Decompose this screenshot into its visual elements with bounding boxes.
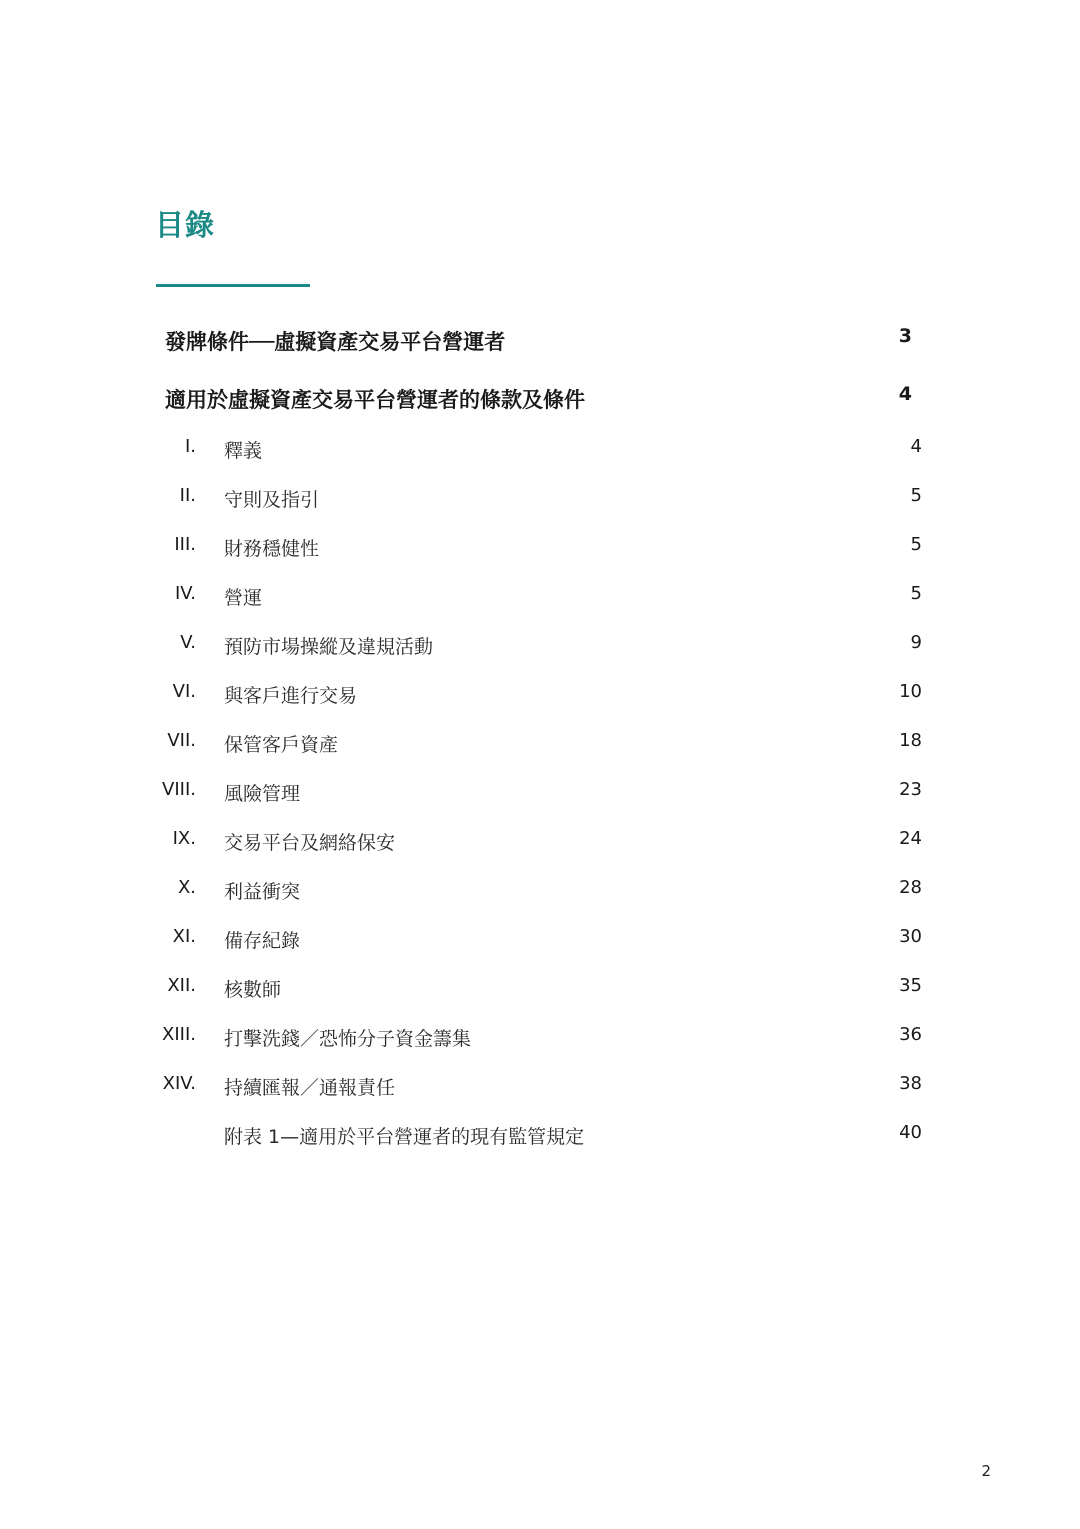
toc-entry-numeral: XIII. <box>162 1024 196 1045</box>
toc-entry-numeral: XII. <box>167 975 196 996</box>
toc-entry-label: 備存紀錄 <box>224 930 301 952</box>
toc-sub-entry[interactable] <box>0 828 1080 858</box>
toc-sub-entry[interactable] <box>0 926 1080 956</box>
toc-entry-page: 5 <box>910 534 922 555</box>
toc-sub-entry[interactable] <box>0 681 1080 711</box>
toc-entry-page: 23 <box>899 779 922 800</box>
toc-sub-entry[interactable] <box>0 1073 1080 1103</box>
toc-entry-page: 38 <box>899 1073 922 1094</box>
toc-sub-entry[interactable] <box>0 975 1080 1005</box>
toc-entry-label: 營運 <box>224 587 263 609</box>
toc-entry-numeral: II. <box>179 485 196 506</box>
toc-entry-numeral: XIV. <box>162 1073 196 1094</box>
toc-entry-numeral: IV. <box>174 583 196 604</box>
toc-entry-page: 4 <box>898 383 912 405</box>
toc-sub-entry[interactable] <box>0 632 1080 662</box>
toc-entry-label: 風險管理 <box>224 783 301 805</box>
toc-entry-page: 3 <box>898 325 912 347</box>
toc-title: 目錄 <box>155 208 216 242</box>
toc-entry-label: 打擊洗錢／恐怖分子資金籌集 <box>224 1028 472 1050</box>
toc-sub-entry[interactable] <box>0 534 1080 564</box>
toc-entry-page: 10 <box>899 681 922 702</box>
toc-entry-page: 5 <box>910 583 922 604</box>
toc-entry-label: 財務穩健性 <box>224 538 320 560</box>
toc-main-entry[interactable] <box>0 383 1080 416</box>
toc-sub-entry[interactable] <box>0 1024 1080 1054</box>
toc-sub-entry[interactable] <box>0 1122 1080 1152</box>
toc-entry-numeral: XI. <box>172 926 196 947</box>
toc-entry-label: 與客戶進行交易 <box>224 685 358 707</box>
toc-entry-numeral: X. <box>177 877 196 898</box>
toc-entry-page: 30 <box>899 926 922 947</box>
toc-entry-page: 28 <box>899 877 922 898</box>
toc-entry-page: 40 <box>899 1122 922 1143</box>
toc-entry-numeral: I. <box>184 436 196 457</box>
toc-entry-label: 預防市場操縱及違規活動 <box>224 636 434 658</box>
toc-entry-page: 5 <box>910 485 922 506</box>
toc-entry-page: 9 <box>910 632 922 653</box>
toc-entry-label: 附表 1—適用於平台營運者的現有監管規定 <box>224 1126 585 1148</box>
toc-entry-label: 持續匯報／通報責任 <box>224 1077 396 1099</box>
toc-entry-label: 核數師 <box>224 979 282 1001</box>
toc-sub-entry[interactable] <box>0 485 1080 515</box>
toc-entry-numeral: VI. <box>172 681 196 702</box>
toc-entry-numeral: III. <box>174 534 196 555</box>
toc-entry-page: 24 <box>899 828 922 849</box>
toc-entry-label: 守則及指引 <box>224 489 320 511</box>
toc-entry-numeral: IX. <box>172 828 196 849</box>
toc-sub-entry[interactable] <box>0 436 1080 466</box>
toc-entry-label: 發牌條件──虛擬資產交易平台營運者 <box>165 330 506 354</box>
toc-entry-numeral: VIII. <box>162 779 196 800</box>
toc-sub-entry[interactable] <box>0 779 1080 809</box>
toc-sub-entry[interactable] <box>0 730 1080 760</box>
toc-entry-label: 釋義 <box>224 440 263 462</box>
toc-entry-numeral: VII. <box>167 730 196 751</box>
toc-sub-entry[interactable] <box>0 877 1080 907</box>
toc-entry-page: 18 <box>899 730 922 751</box>
toc-entry-label: 交易平台及網絡保安 <box>224 832 396 854</box>
toc-entry-label: 適用於虛擬資產交易平台營運者的條款及條件 <box>165 388 585 412</box>
toc-entry-page: 36 <box>899 1024 922 1045</box>
toc-entry-label: 保管客戶資產 <box>224 734 339 756</box>
toc-main-entry[interactable] <box>0 325 1080 358</box>
toc-sub-entry[interactable] <box>0 583 1080 613</box>
toc-entry-numeral: V. <box>180 632 196 653</box>
toc-entry-page: 4 <box>910 436 922 457</box>
page-number: 2 <box>981 1462 991 1480</box>
title-underline <box>156 284 310 287</box>
toc-entry-page: 35 <box>899 975 922 996</box>
toc-entry-label: 利益衝突 <box>224 881 301 903</box>
